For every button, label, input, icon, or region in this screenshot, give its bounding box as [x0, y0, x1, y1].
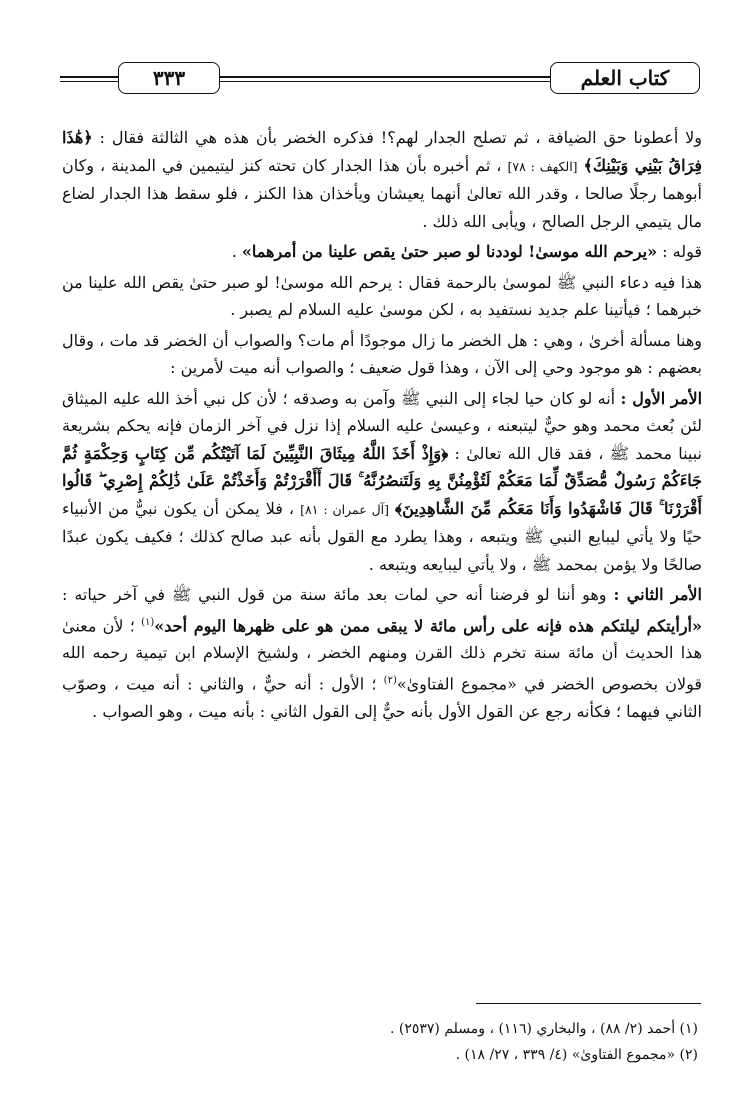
footnote-1: (١) أحمد (٢/ ٨٨) ، والبخاري (١١٦) ، ومسلم (٢٥٣٧) .	[389, 1021, 698, 1037]
quran-verse: ﴿وَإِذْ أَخَذَ اللَّهُ مِيثَاقَ النَّبِيِّينَ لَمَا آتَيْتُكُم مِّن كِتَابٍ وَحِكْمَةٍ ثُمَّ جَاءَكُمْ رَسُولٌ مُّصَدِّقٌ لِّمَا مَعَكُمْ لَتُؤْمِنُنَّ بِهِ وَلَتَنصُرُنَّهُ ۚ قَالَ أَأَقْرَرْتُمْ وَأَخَذْتُمْ عَلَىٰ ذَٰلِكُمْ إِصْرِي ۖ قَالُوا أَقْرَرْنَا ۚ قَالَ فَاشْهَدُوا وَأَنَا مَعَكُم مِّنَ الشَّاهِدِينَ﴾	[62, 443, 702, 518]
verse-citation: [آل عمران : ٨١]	[300, 501, 390, 517]
second-reason-label: الأمر الثاني :	[613, 585, 702, 604]
footnote-2: (٢) «مجموع الفتاوىٰ» (٤/ ٣٣٩ ، ٢٧/ ١٨) .	[455, 1047, 698, 1063]
paragraph-label: قوله :	[662, 242, 702, 261]
paragraph-text: .	[231, 242, 237, 261]
paragraph-text: ، فلا يمكن أن يكون نبيٌّ من الأنبياء حيًا ولا يأتي ليبايع النبي ﷺ ويتبعه ، وهذا يطرد مع القول بأنه عبد صالح كذلك ؛ فكيف يكون عبدًا صالحًا ولا يؤمن بمحمد ﷺ ، ولا يأتي ليبايعه ويتبعه .	[62, 498, 702, 574]
paragraph-6	[62, 581, 702, 725]
running-header	[60, 58, 700, 98]
page-number: ٣٣٣	[118, 62, 220, 94]
paragraph-2	[62, 238, 702, 266]
paragraph-text: وهو أننا لو فرضنا أنه حي لمات بعد مائة سنة من قول النبي ﷺ في آخر حياته :	[62, 585, 607, 604]
paragraph-3: هذا فيه دعاء النبي ﷺ لموسىٰ بالرحمة فقال : يرحم الله موسىٰ! لو صبر حتىٰ يقص الله علينا من خبرهما ؛ فيأتينا علم جديد نستفيد به ، لكن موسىٰ عليه السلام لم يصبر .	[62, 272, 702, 319]
footnote-ref-2[interactable]: (٢)	[383, 674, 397, 686]
footnote-ref-1[interactable]: (١)	[141, 616, 155, 628]
verse-citation: [الكهف : ٧٨]	[507, 158, 578, 174]
paragraph-text: أنه لو كان حيا لجاء إلى النبي ﷺ وآمن به وصدقه ؛ لأن كل نبي أخذ الله عليه الميثاق لئن بُعث محمد وهو حيٌّ ليتبعنه ، وعيسىٰ عليه السلام إذا نزل في آخر الزمان فإنه يحكم بشريعة نبينا محمد ﷺ ، فقد قال الله تعالىٰ :	[62, 388, 703, 463]
paragraph-text: ؛ الأول : أنه حيٌّ ، والثاني : أنه ميت ، وصوّب الثاني فيهما ؛ فكأنه رجع عن القول الأول بأنه حيٌّ إلى القول الثاني : بأنه ميت ، وهو الصواب .	[62, 674, 702, 721]
hadith-quote: «أرأيتكم ليلتكم هذه فإنه على رأس مائة لا يبقى ممن هو على ظهرها اليوم أحد»	[154, 615, 702, 635]
paragraph-text: ولا أعطونا حق الضيافة ، ثم تصلح الجدار لهم؟! فذكره الخضر بأن هذه هي الثالثة فقال :	[99, 128, 702, 147]
paragraph-text: ؛ لأن معنىٰ هذا الحديث أن مائة سنة تخرم ذلك القرن ومنهم الخضر ، ولشيخ الإسلام ابن تيمية رحمه الله قولان بخصوص الخضر في «مجموع الفتاوىٰ»	[62, 615, 702, 694]
paragraph-text: ، ثم أخبره بأن هذا الجدار كان تحته كنز ليتيمين في المدينة ، وكان أبوهما رجلًا صالحا ، وقدر الله تعالىٰ أنهما يعيشان ويأخذان هذا الكنز ، فلو سقط هذا الجدار لضاع مال يتيمي الرجل الصالح ، ويأبى الله ذلك .	[62, 155, 702, 231]
hadith-quote: «يرحم الله موسىٰ! لوددنا لو صبر حتىٰ يقص علينا من أمرهما»	[241, 242, 658, 261]
footnotes	[62, 1016, 698, 1068]
quran-verse: ﴿هَٰذَا فِرَاقُ بَيْنِي وَبَيْنِكَ﴾	[62, 128, 702, 175]
paragraph-4: وهنا مسألة أخرىٰ ، وهي : هل الخضر ما زال موجودًا أم مات؟ والصواب أن الخضر قد مات ، وقال بعضهم : هو موجود وحي إلى الآن ، وهذا قول ضعيف ؛ والصواب أنه ميت لأمرين :	[62, 330, 703, 377]
footnote-divider	[476, 1003, 701, 1004]
body-text	[62, 124, 703, 721]
first-reason-label: الأمر الأول :	[620, 388, 703, 408]
book-title: كتاب العلم	[550, 62, 700, 94]
paragraph-1	[62, 124, 702, 235]
paragraph-5	[62, 385, 702, 579]
